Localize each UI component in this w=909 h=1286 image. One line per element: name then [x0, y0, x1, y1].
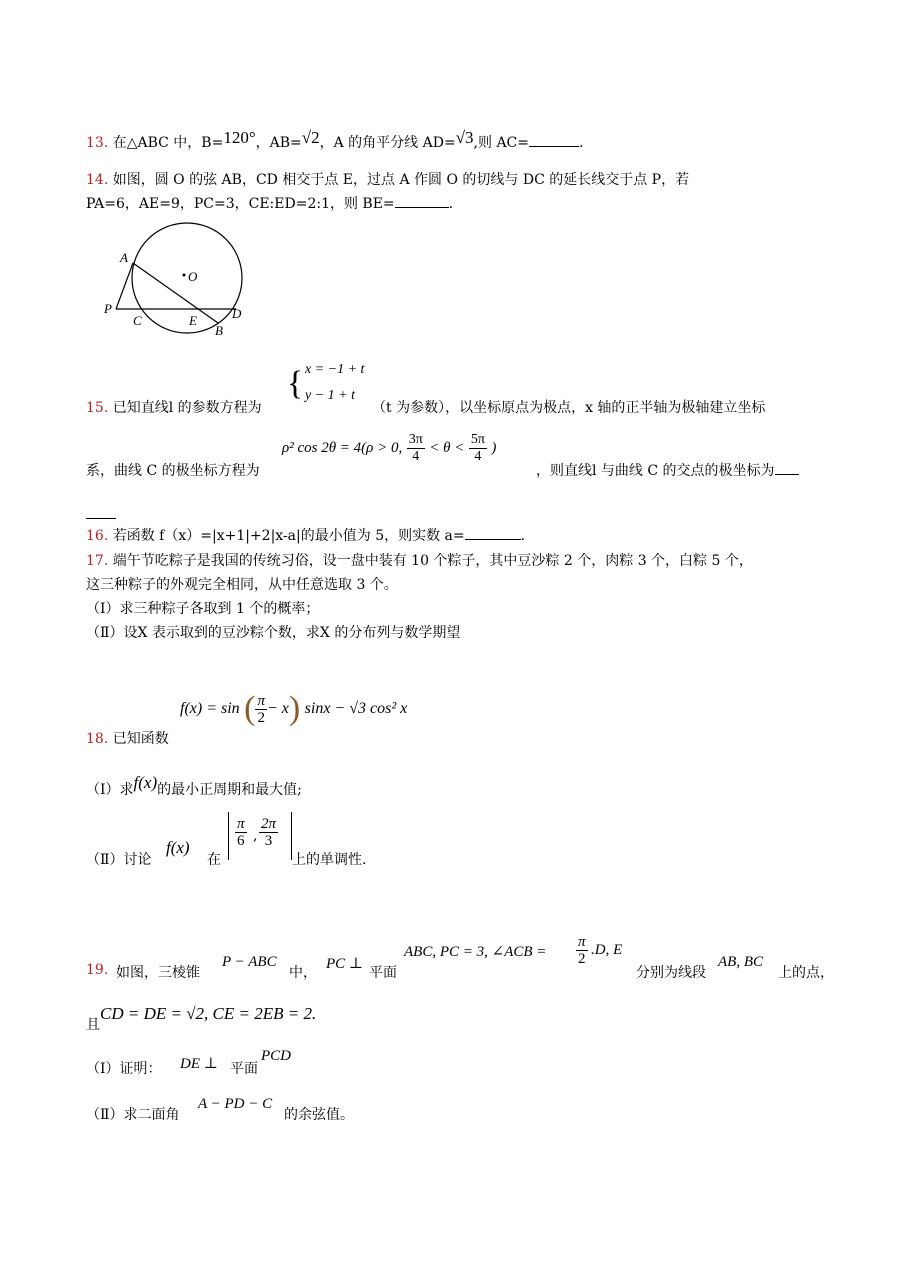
- question-18: [86, 730, 169, 748]
- question-number: 15.: [86, 400, 109, 416]
- question-17-part1: [86, 600, 319, 618]
- pyramid-name: P − ABC: [222, 954, 277, 970]
- frac-denominator: 3: [264, 833, 273, 849]
- q19-text: 如图，三棱锥: [116, 965, 200, 981]
- frac-numerator: 3π: [408, 432, 423, 447]
- question-19-line1: [86, 934, 866, 981]
- frac-numerator: π: [237, 816, 245, 832]
- fraction-pi-2: [576, 934, 588, 967]
- question-number: 19.: [86, 962, 109, 978]
- q13-text: 在△ABC 中，B=: [112, 135, 224, 151]
- question-number: 18.: [86, 731, 109, 747]
- sqrt2-value: √2: [301, 128, 320, 147]
- question-15-line1: [86, 399, 262, 417]
- q16-text: .: [520, 528, 526, 544]
- question-17-part2: [86, 624, 460, 642]
- question-14-line2: [86, 195, 453, 213]
- parametric-system: { x = −1 + t y − 1 + t: [287, 362, 365, 403]
- frac-denominator: 2: [578, 951, 586, 967]
- param-eq-x: x = −1 + t: [305, 362, 365, 377]
- question-18-part1: [86, 773, 302, 799]
- question-number: 13.: [86, 135, 109, 151]
- q18-text: 的最小正周期和最大值;: [157, 782, 302, 798]
- q19-text: 且: [86, 1017, 100, 1033]
- label-o: O: [188, 269, 198, 284]
- frac-denominator: 4: [412, 449, 420, 464]
- fx-symbol: f(x): [133, 773, 158, 792]
- function-rest: sinx − √3 cos² x: [304, 700, 408, 717]
- q15-text: 系，曲线 C 的极坐标方程为: [86, 463, 260, 479]
- function-lhs: f(x) = sin: [180, 700, 240, 717]
- polar-paren: ): [491, 440, 497, 456]
- sqrt3-value: √3: [455, 128, 474, 147]
- fraction-pi-6: [235, 816, 247, 849]
- fx-symbol: f(x): [166, 838, 190, 857]
- q18-text: 已知函数: [112, 731, 169, 747]
- question-17-line2: [86, 576, 398, 594]
- q13-text: .: [579, 135, 584, 151]
- fraction-5pi-4: [469, 432, 487, 465]
- frac-denominator: 6: [237, 833, 245, 849]
- label-e: E: [189, 313, 197, 328]
- q18-text: （Ⅰ）求: [86, 782, 134, 798]
- q19-text: 上的点，: [778, 965, 834, 981]
- dihedral-angle: A − PD − C: [198, 1096, 273, 1112]
- tangent-pa: [116, 263, 133, 309]
- frac-numerator: π: [578, 934, 586, 950]
- q18-text: （Ⅱ）讨论: [86, 852, 152, 868]
- q15-text: ，则直线l 与曲线 C 的交点的极坐标为: [536, 463, 775, 479]
- answer-blank: [529, 134, 579, 147]
- q17-part1: （Ⅰ）求三种粽子各取到 1 个的概率；: [86, 601, 320, 617]
- question-15-line2b: [536, 462, 799, 480]
- answer-blank: [465, 527, 521, 540]
- param-eq-y: y − 1 + t: [305, 388, 355, 403]
- question-number: 14.: [86, 172, 109, 188]
- answer-blank: [395, 195, 449, 208]
- q15-text: （t 为参数），以坐标原点为极点，x 轴的正半轴为极轴建立坐标: [372, 400, 766, 416]
- label-b: B: [215, 323, 223, 338]
- question-15-line1b: [372, 399, 765, 417]
- q19-text: 的余弦值。: [284, 1107, 354, 1123]
- q19-text: 中，: [289, 965, 317, 981]
- q15-text: 已知直线l 的参数方程为: [112, 400, 262, 416]
- pc-perp: PC ⊥: [326, 956, 364, 972]
- q13-text: ,则 AC=: [473, 135, 529, 151]
- question-number: 17.: [86, 553, 109, 569]
- question-13: [86, 128, 584, 152]
- q19-text: 平面: [369, 965, 397, 981]
- circle-diagram: [100, 215, 260, 340]
- polar-ineq: < θ <: [429, 440, 465, 456]
- circle-o: [132, 223, 242, 333]
- angle-value: 120°: [223, 128, 256, 147]
- q13-text: ，AB=: [255, 135, 302, 151]
- q19-text: （Ⅱ）求二面角: [86, 1107, 180, 1123]
- label-p: P: [104, 301, 112, 316]
- q14-text: PA=6，AE=9，PC=3，CE:ED=2:1，则 BE=: [86, 196, 395, 212]
- frac-numerator: π: [257, 692, 265, 709]
- label-d: D: [232, 306, 242, 321]
- q19-text: 分别为线段: [636, 965, 706, 981]
- q14-text: .: [448, 196, 454, 212]
- question-number: 16.: [86, 528, 109, 544]
- polar-equation: [282, 432, 496, 465]
- question-15-line3: [86, 506, 116, 524]
- center-point: [183, 274, 186, 277]
- q14-text: 如图，圆 O 的弦 AB，CD 相交于点 E，过点 A 作圆 O 的切线与 DC 的延长线交于点 P，若: [112, 172, 690, 188]
- question-15-line2: [86, 462, 260, 480]
- polar-eq-left: ρ² cos 2θ = 4(ρ > 0,: [282, 440, 403, 456]
- question-14-line1: [86, 171, 689, 189]
- q18-text: 在: [207, 852, 221, 868]
- interval-bracket: $\frac{\pi}{6}$ , $\frac{2\pi}{3}$: [228, 812, 292, 860]
- fraction-3pi-4: [407, 432, 425, 465]
- points-de: .D, E: [591, 942, 623, 958]
- fraction-pi-2: [255, 693, 267, 726]
- segments-ab-bc: AB, BC: [718, 954, 763, 970]
- q17-text: 端午节吃粽子是我国的传统习俗，设一盘中装有 10 个粽子，其中豆沙粽 2 个，肉粽 3 个，白粽 5 个，: [112, 553, 753, 569]
- plane-pcd: PCD: [261, 1048, 291, 1064]
- question-16: [86, 527, 525, 545]
- answer-blank: [775, 462, 799, 475]
- q13-text: ，A 的角平分线 AD=: [319, 135, 456, 151]
- q17-part2: （Ⅱ）设X 表示取到的豆沙粽个数，求X 的分布列与数学期望: [86, 625, 461, 641]
- q19-text: （Ⅰ）证明：: [86, 1061, 162, 1077]
- q16-text: 若函数 f（x）=|x+1|+2|x-a|的最小值为 5，则实数 a=: [112, 528, 465, 544]
- frac-numerator: 2π: [261, 816, 277, 832]
- label-a: A: [120, 250, 128, 265]
- function-definition: f(x) = sin ( $\frac{\pi}{2}$ − x) sinx − √3 cos² x: [180, 690, 408, 727]
- de-perp: DE ⊥: [180, 1056, 218, 1072]
- condition-equation: CD = DE = √2, CE = 2EB = 2.: [100, 1004, 317, 1023]
- frac-denominator: 2: [257, 709, 265, 726]
- condition-text: ABC, PC = 3, ∠ACB =: [404, 944, 547, 960]
- answer-blank: [86, 506, 116, 519]
- q19-text: 平面: [230, 1061, 258, 1077]
- question-17-line1: [86, 552, 753, 570]
- frac-numerator: 5π: [470, 432, 485, 447]
- q18-text: 上的单调性.: [292, 852, 367, 868]
- frac-denominator: 4: [474, 449, 482, 464]
- q17-text: 这三种粽子的外观完全相同，从中任意选取 3 个。: [86, 577, 398, 593]
- label-c: C: [133, 313, 142, 328]
- fraction-2pi-3: [259, 816, 278, 849]
- minus-x: − x: [266, 700, 289, 717]
